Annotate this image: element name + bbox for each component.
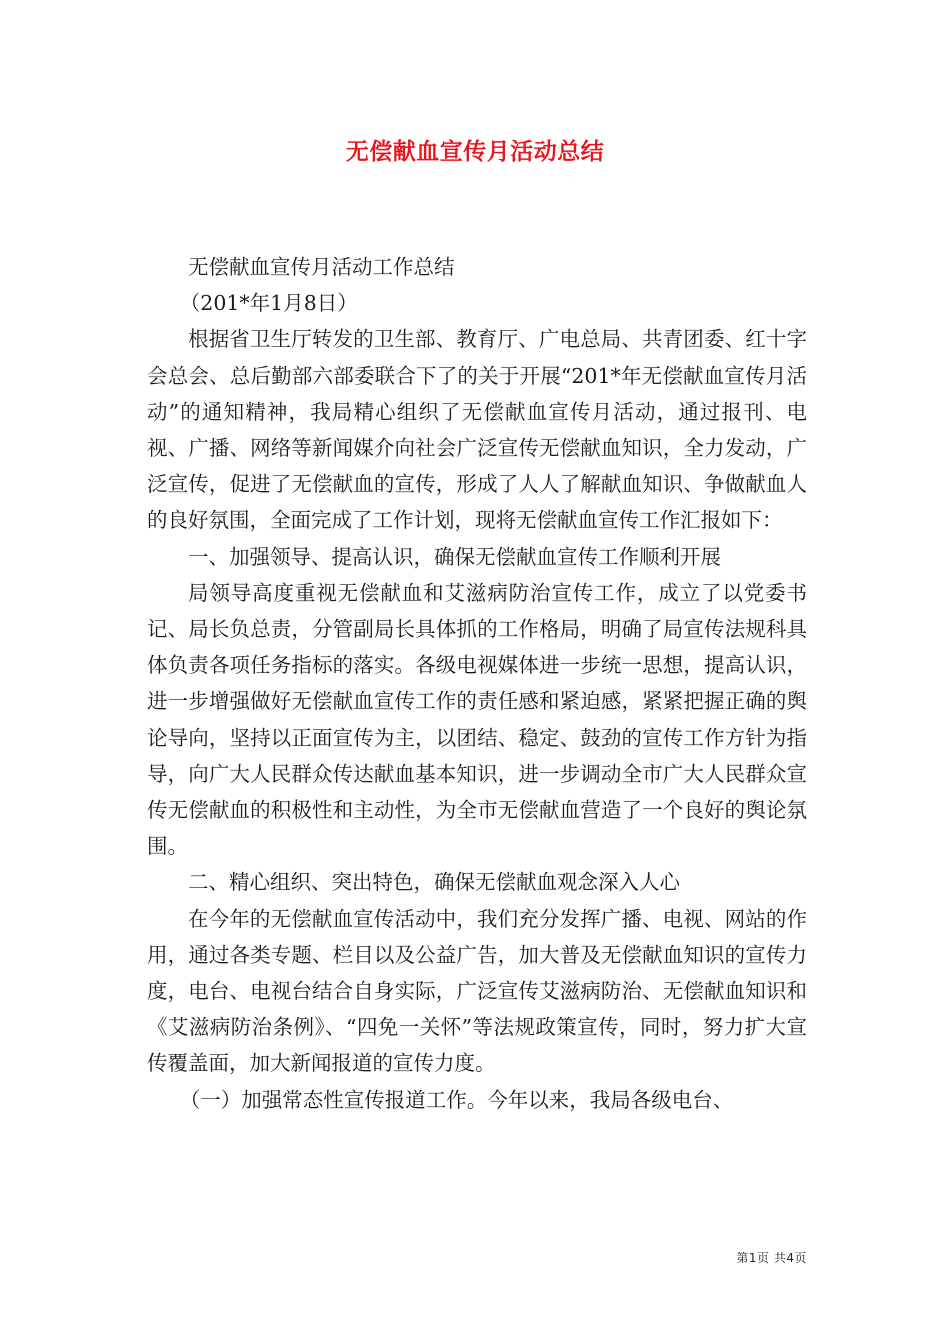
paragraph-subsection-1: （一）加强常态性宣传报道工作。今年以来，我局各级电台、 — [179, 1087, 734, 1112]
document-title: 无偿献血宣传月活动总结 — [345, 139, 605, 165]
page-number: 第1页 共4页 — [736, 1251, 807, 1265]
paragraph-intro: 根据省卫生厅转发的卫生部、教育厅、广电总局、共青团委、红十字会总会、总后勤部六部委联合下了的关于开展“201*年无偿献血宣传月活动”的通知精神，我局精心组织了无偿献血宣传月活动，通过报刊、电视、广播、网络等新闻媒介向社会广泛宣传无偿献血知识，全力发动，广泛宣传，促进了无偿献血的宣传，形成了人人了解献血知识、争做献血人的良好氛围，全面完成了工作计划，现将无偿献血宣传工作汇报如下： — [147, 327, 807, 533]
subtitle: 无偿献血宣传月活动工作总结 — [188, 255, 455, 279]
paragraph-section-2: 在今年的无偿献血宣传活动中，我们充分发挥广播、电视、网站的作用，通过各类专题、栏目以及公益广告，加大普及无偿献血知识的宣传力度，电台、电视台结合自身实际，广泛宣传艾滋病防治、无偿献血知识和《艾滋病防治条例》、“四免一关怀”等法规政策宣传，同时，努力扩大宣传覆盖面，加大新闻报道的宣传力度。 — [147, 906, 807, 1076]
date-line: （201*年1月8日） — [179, 291, 358, 316]
paragraph-section-1: 局领导高度重视无偿献血和艾滋病防治宣传工作，成立了以党委书记、局长负总责，分管副局长具体抓的工作格局，明确了局宣传法规科具体负责各项任务指标的落实。各级电视媒体进一步统一思想，提高认识，进一步增强做好无偿献血宣传工作的责任感和紧迫感，紧紧把握正确的舆论导向，坚持以正面宣传为主，以团结、稳定、鼓劲的宣传工作方针为指导，向广大人民群众传达献血基本知识，进一步调动全市广大人民群众宣传无偿献血的积极性和主动性，为全市无偿献血营造了一个良好的舆论氛围。 — [147, 580, 807, 859]
section-heading-1: 一、加强领导、提高认识，确保无偿献血宣传工作顺利开展 — [188, 544, 721, 569]
document-body — [147, 249, 807, 1118]
section-heading-2: 二、精心组织、突出特色，确保无偿献血观念深入人心 — [188, 870, 680, 895]
